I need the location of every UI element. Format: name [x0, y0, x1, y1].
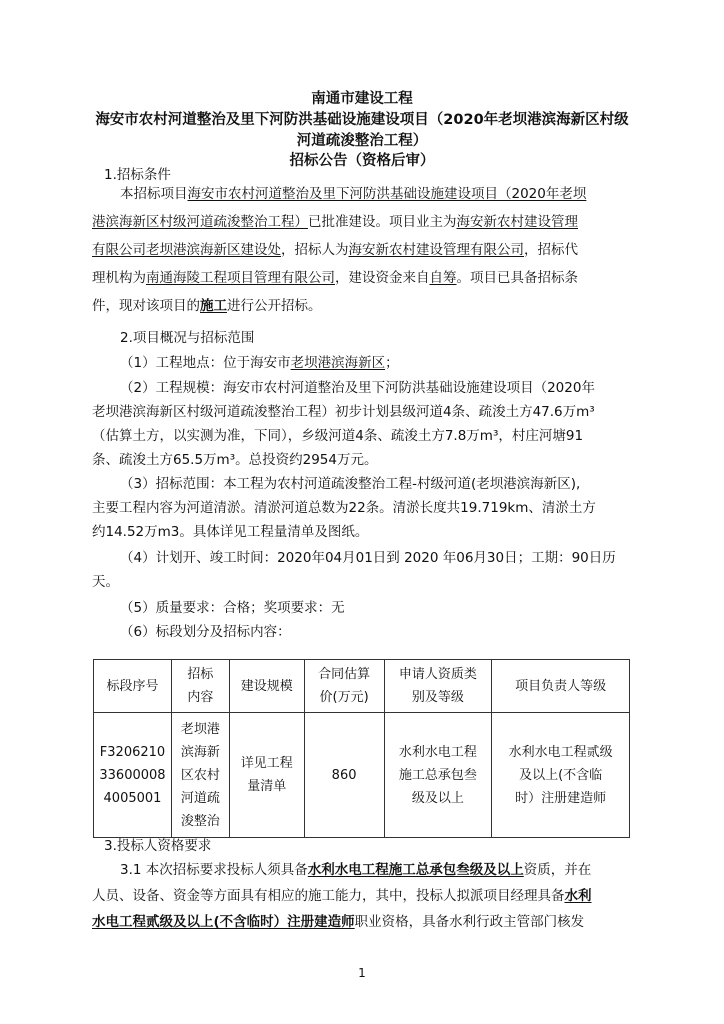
s2-scale-line: （2）工程规模：海安市农村河道整治及里下河防洪基础设施建设项目（2020年 [120, 380, 595, 396]
table-header-cell: 标段序号 [94, 660, 172, 713]
s3-line: 人员、设备、资金等方面具有相应的施工能力，其中，投标人拟派项目经理具备水利 [92, 888, 592, 904]
doc-title-line1: 南通市建设工程 [311, 91, 413, 107]
s2-time-line: 天。 [92, 574, 119, 590]
table-cell: 老坝港 滨海新 区农村 河道疏 浚整治 [171, 713, 229, 838]
s1-line: 本招标项目海安市农村河道整治及里下河防洪基础设施建设项目（2020年老坝 [120, 186, 587, 202]
s1-line: 有限公司老坝港滨海新区建设处，招标人为海安新农村建设管理有限公司，招标代 [92, 242, 578, 258]
doc-title-line4: 招标公告（资格后审） [289, 153, 435, 169]
s2-lots: （6）标段划分及招标内容： [120, 624, 291, 640]
s2-scale-line: （估算土方，以实测为准，下同），乡级河道4条、疏浚土方7.8万m³，村庄河塘91 [92, 428, 584, 444]
table-row [94, 713, 630, 838]
table-cell: 水利水电工程 施工总承包叁 级及以上 [384, 713, 492, 838]
doc-title-line2: 海安市农村河道整治及里下河防洪基础设施建设项目（2020年老坝港滨海新区村级 [95, 112, 629, 128]
table-header-cell: 项目负责人等级 [492, 660, 630, 713]
s2-location: （1）工程地点：位于海安市老坝港滨海新区； [120, 355, 399, 371]
page-number: 1 [358, 966, 366, 980]
section2-heading: 2.项目概况与招标范围 [120, 330, 255, 346]
doc-title-line3: 河道疏浚整治工程） [296, 133, 428, 149]
table-header-row [94, 660, 630, 713]
bid-lot-table [93, 659, 630, 838]
table-cell: 详见工程 量清单 [229, 713, 304, 838]
s2-time-line: （4）计划开、竣工时间：2020年04月01日到 2020 年06月30日；工期：90日历 [120, 550, 616, 566]
section1-heading: 1.招标条件 [104, 167, 171, 183]
table-header-cell: 建设规模 [229, 660, 304, 713]
s2-range-line: 约14.52万m3。具体详见工程量清单及图纸。 [92, 524, 369, 540]
table-header-cell: 申请人资质类 别及等级 [384, 660, 492, 713]
s2-scale-line: 老坝港滨海新区村级河道疏浚整治工程）初步计划县级河道4条、疏浚土方47.6万m³ [92, 404, 595, 420]
s3-line: 水电工程贰级及以上(不含临时）注册建造师职业资格，具备水利行政主管部门核发 [92, 914, 585, 930]
s1-line: 件，现对该项目的施工进行公开招标。 [92, 298, 322, 314]
s2-range-line: 主要工程内容为河道清淤。清淤河道总数为22条。清淤长度共19.719km、清淤土方 [92, 500, 596, 516]
table-header-cell: 招标 内容 [171, 660, 229, 713]
table-cell: 水利水电工程贰级 及以上(不含临 时）注册建造师 [492, 713, 630, 838]
table-cell: F3206210 33600008 4005001 [94, 713, 172, 838]
s1-line: 港滨海新区村级河道疏浚整治工程）已批准建设。项目业主为海安新农村建设管理 [92, 214, 578, 230]
s2-range-line: （3）招标范围：本工程为农村河道疏浚整治工程-村级河道(老坝港滨海新区), [120, 476, 581, 492]
section3-heading: 3.投标人资格要求 [104, 838, 212, 854]
table-cell: 860 [304, 713, 384, 838]
s2-quality: （5）质量要求：合格；奖项要求：无 [120, 600, 345, 616]
s3-line: 3.1 本次招标要求投标人须具备水利水电工程施工总承包叁级及以上资质，并在 [120, 862, 592, 878]
table-header-cell: 合同估算 价(万元) [304, 660, 384, 713]
s1-line: 理机构为南通海陵工程项目管理有限公司，建设资金来自自筹。项目已具备招标条 [92, 270, 578, 286]
s2-scale-line: 条、疏浚土方65.5万m³。总投资约2954万元。 [92, 452, 378, 468]
